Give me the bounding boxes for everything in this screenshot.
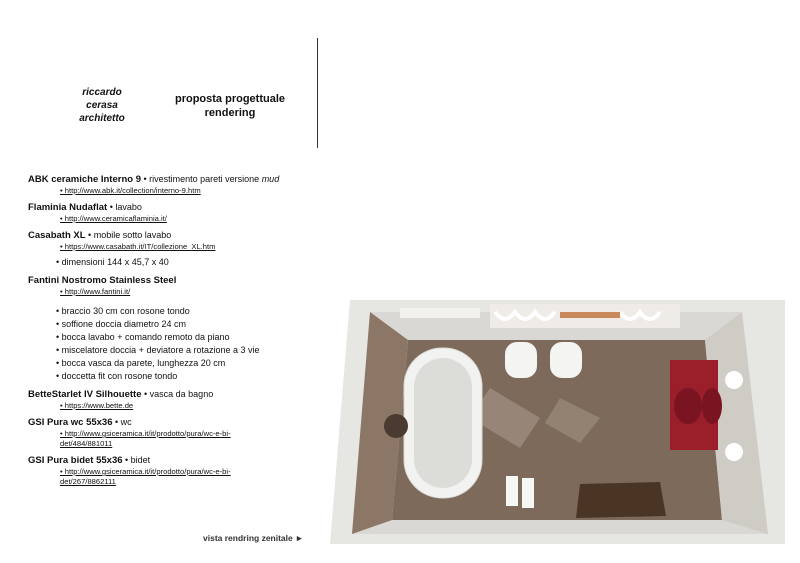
spec-link[interactable]: • http://www.fantini.it/: [60, 287, 131, 296]
spec-desc: • wc: [112, 417, 132, 427]
bathtub-inner: [414, 358, 472, 488]
spec-title: Fantini Nostromo Stainless Steel: [28, 275, 177, 286]
spec-title: GSI Pura bidet 55x36: [28, 455, 123, 466]
spec-list: [28, 173, 328, 492]
spec-bullet: • dimensioni 144 x 45,7 x 40: [56, 257, 169, 267]
bathroom-render: [330, 298, 785, 544]
spec-link[interactable]: • https://www.casabath.it/IT/collezione_XL.htm: [60, 242, 216, 251]
project-line: proposta progettuale: [174, 93, 285, 105]
mirror-light: [725, 443, 743, 461]
spec-desc: • rivestimento pareti versione: [140, 174, 262, 184]
spec-link[interactable]: • http://www.abk.it/collection/interno-9.htm: [60, 186, 201, 195]
spec-item: [28, 173, 328, 196]
wc: [505, 342, 537, 378]
spec-desc: • vasca da bagno: [141, 389, 214, 399]
spec-link[interactable]: • http://www.gsiceramica.it/it/prodotto/pura/wc-e-bi-: [60, 467, 231, 476]
spec-item: [28, 201, 328, 224]
spec-bullet: • bocca vasca da parete, lunghezza 20 cm: [56, 358, 226, 368]
spec-desc: • bidet: [122, 455, 151, 465]
spec-desc-em: mud: [261, 174, 280, 184]
towel: [506, 476, 518, 506]
spec-link[interactable]: det/484/881011: [60, 439, 113, 448]
spec-desc: • lavabo: [107, 202, 142, 212]
author-line: riccardo: [82, 87, 122, 98]
bath-mixer: [384, 414, 408, 438]
spec-title: Casabath XL: [28, 230, 86, 241]
spec-title: ABK ceramiche Interno 9: [28, 174, 141, 185]
spec-item: [28, 454, 328, 487]
spec-link[interactable]: det/267/8862111: [60, 477, 116, 486]
header-divider: [317, 38, 318, 148]
washbasin: [702, 388, 722, 424]
window: [400, 308, 480, 318]
spec-bullet: • doccetta fit con rosone tondo: [56, 371, 178, 381]
spec-item: [28, 274, 328, 383]
author-line: architetto: [79, 113, 125, 124]
spec-bullet: • miscelatore doccia + deviatore a rotazione a 3 vie: [56, 345, 260, 355]
window-sill: [560, 312, 620, 318]
author-line: cerasa: [86, 100, 118, 111]
spec-title: GSI Pura wc 55x36: [28, 417, 113, 428]
spec-bullet: • soffione doccia diametro 24 cm: [56, 319, 187, 329]
spec-bullet: • bocca lavabo + comando remoto da piano: [56, 332, 230, 342]
spec-title: Flaminia Nudaflat: [28, 202, 108, 213]
render-caption: vista rendring zenitale ►: [203, 533, 304, 543]
project-line: rendering: [204, 107, 256, 119]
bath-mat: [576, 482, 666, 518]
spec-item: [28, 388, 328, 411]
spec-link[interactable]: • https://www.bette.de: [60, 401, 134, 410]
project-title: [160, 92, 300, 120]
author-name: [56, 86, 148, 125]
spec-link[interactable]: • http://www.gsiceramica.it/it/prodotto/pura/wc-e-bi-: [60, 429, 231, 438]
spec-link[interactable]: • http://www.ceramicaflaminia.it/: [60, 214, 167, 223]
spec-item: [28, 416, 328, 449]
spec-title: BetteStarlet IV Silhouette: [28, 389, 142, 400]
bidet: [550, 342, 582, 378]
spec-desc: • mobile sotto lavabo: [85, 230, 172, 240]
mirror-light: [725, 371, 743, 389]
towel: [522, 478, 534, 508]
washbasin: [674, 388, 702, 424]
spec-bullet: • braccio 30 cm con rosone tondo: [56, 306, 190, 316]
spec-item: [28, 229, 328, 269]
